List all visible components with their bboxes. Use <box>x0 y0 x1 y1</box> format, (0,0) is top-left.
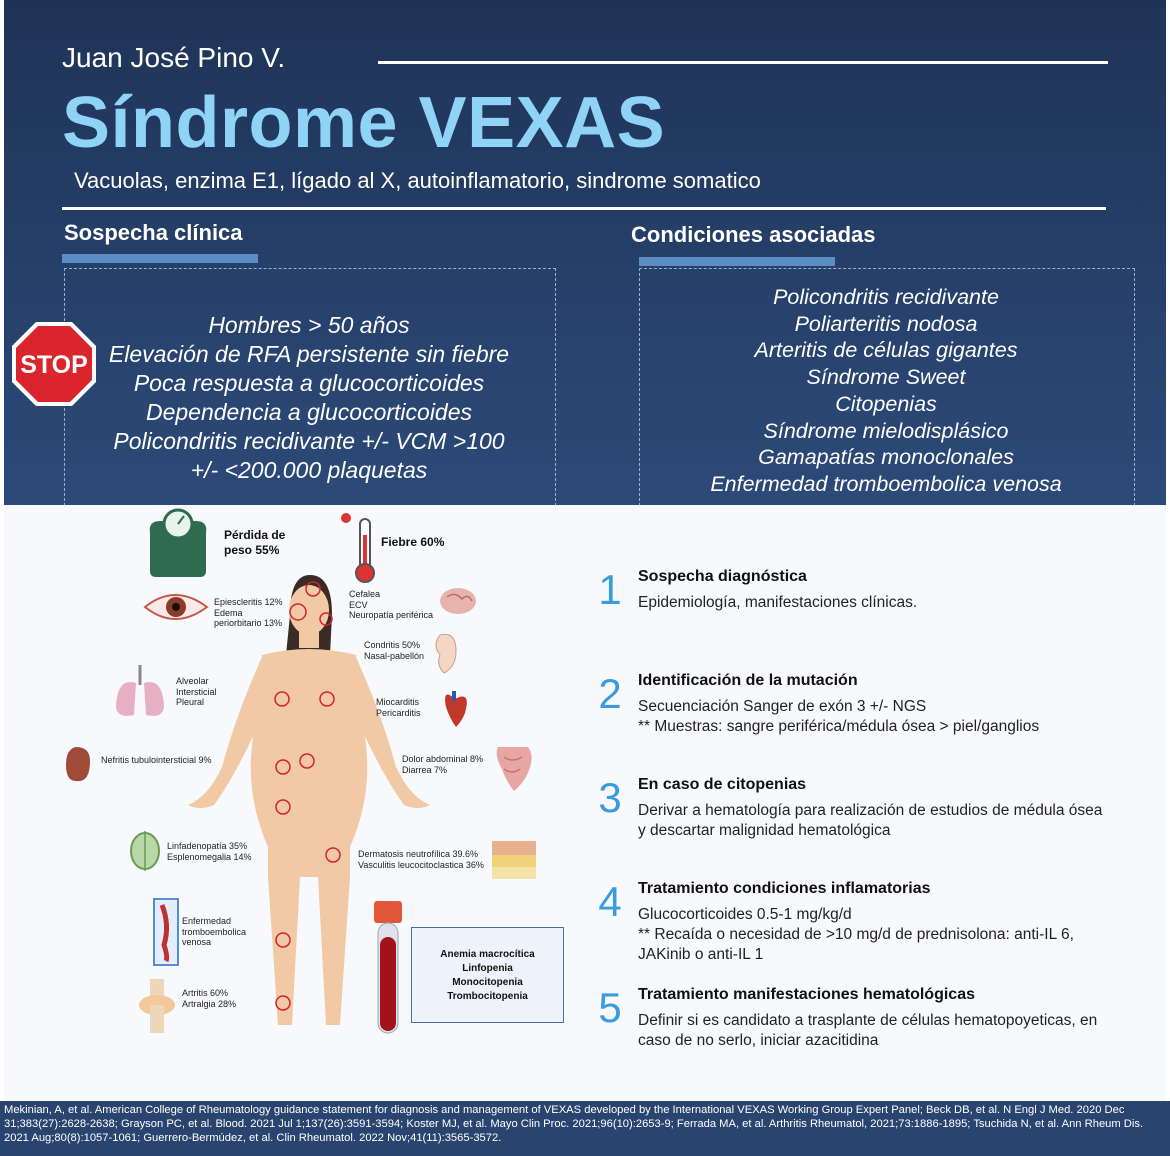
stop-label: STOP <box>20 351 88 379</box>
condicion-item: Gamapatías monoclonales <box>758 445 1014 470</box>
lymph-node-icon <box>131 831 159 871</box>
heart-icon <box>445 691 467 727</box>
sospecha-title: Sospecha clínica <box>64 220 243 245</box>
ear-icon <box>436 634 456 673</box>
scale-icon <box>150 510 207 577</box>
step-title: En caso de citopenias <box>638 776 807 793</box>
author-name: Juan José Pino V. <box>62 42 286 73</box>
thermometer-icon <box>341 513 374 582</box>
label-vein: Enfermedad tromboembolica venosa <box>182 916 247 947</box>
step-description: Secuenciación Sanger de exón 3 +/- NGS ** Muestras: sangre periférica/médula ósea > piel/ganglios <box>638 698 1040 735</box>
step-description: Derivar a hematología para realización de estudios de médula ósea y descartar malignidad hematológica <box>638 802 1103 839</box>
page-title: Síndrome VEXAS <box>62 83 666 163</box>
step-description: Epidemiología, manifestaciones clínicas. <box>638 594 918 611</box>
step-description: Glucocorticoides 0.5-1 mg/kg/d ** Recaída o necesidad de >10 mg/d de prednisolona: anti-IL 6, JAKinib o anti-IL 1 <box>638 906 1074 963</box>
references-footer: Mekinian, A, et al. American College of Rheumatology guidance statement for diagnosis and management of VEXAS developed by the International VEXAS Working Group Expert Panel; Beck DB, et al. N Engl J Med. 2020 Dec 31;383(27):2628-2638; Grayson PC, et al. Blood. 2021 Jul 1;137(26):3591-3594; Koster MJ, et al. Mayo Clin Proc. 2021;96(10):2653-9; Ferrada MA, et al. Arthritis Rheumatol, 2021;73:1886-1895; Tsuchida N, et al. Ann Rheum Dis. 2021 Aug;80(8):1057-1061; Guerrero-Bermúdez, et al. Clin Rheumatol. 2022 Nov;41(11):3565-3572. <box>0 1101 1170 1156</box>
condicion-item: Policondritis recidivante <box>773 285 999 309</box>
step-title: Identificación de la mutación <box>638 672 858 689</box>
step-title: Tratamiento condiciones inflamatorias <box>638 880 931 897</box>
skin-layers-icon <box>492 841 536 879</box>
divider-middle <box>62 207 1106 210</box>
condicion-item: Síndrome Sweet <box>806 365 966 390</box>
lab-findings-box: Anemia macrocítica Linfopenia Monocitopenia Trombocitopenia <box>411 927 564 1023</box>
step-description: Definir si es candidato a trasplante de células hematopoyeticas, en caso de no serlo, iniciar azacitidina <box>638 1012 1098 1049</box>
sospecha-item: Poca respuesta a glucocorticoides <box>133 370 485 396</box>
stop-sign-icon <box>10 320 98 408</box>
label-abdomen: Dolor abdominal 8% Diarrea 7% <box>402 754 484 775</box>
step-number: 3 <box>598 774 622 821</box>
step-title: Sospecha diagnóstica <box>638 568 807 585</box>
condicion-item: Enfermedad tromboembolica venosa <box>710 471 1062 496</box>
step-number: 5 <box>598 984 622 1031</box>
sospecha-title-bar <box>62 254 258 263</box>
eye-icon <box>145 595 207 619</box>
label-lung: Alveolar Intersticial Pleural <box>176 676 217 707</box>
sospecha-item: Policondritis recidivante +/- VCM >100 <box>113 428 505 454</box>
label-fever: Fiebre 60% <box>381 535 445 549</box>
lungs-icon <box>116 665 164 716</box>
label-eye: Epiescleritis 12% Edema periorbitario 13% <box>214 597 283 628</box>
step-number: 4 <box>598 878 622 925</box>
condicion-item: Síndrome mielodisplásico <box>763 418 1009 443</box>
label-kidney: Nefritis tubulointersticial 9% <box>101 755 212 765</box>
label-weight-loss: Pérdida de peso 55% <box>224 528 286 557</box>
sospecha-item: Elevación de RFA persistente sin fiebre <box>108 341 510 367</box>
sospecha-item: +/- <200.000 plaquetas <box>190 457 428 483</box>
label-heart: Miocarditis Pericarditis <box>376 697 421 718</box>
step-number: 2 <box>598 670 622 717</box>
divider-top <box>378 61 1108 64</box>
condicion-item: Citopenias <box>835 391 937 416</box>
step-number: 1 <box>598 566 622 613</box>
label-ear: Condritis 50% Nasal-pabellón <box>364 640 425 661</box>
label-skin: Dermatosis neutrofílica 39.6% Vasculitis leucocitoclastica 36% <box>358 849 484 870</box>
condiciones-list <box>639 284 1133 498</box>
blood-tube-icon <box>374 901 402 1033</box>
kidney-icon <box>66 747 90 781</box>
brain-icon <box>440 588 476 614</box>
knee-joint-icon <box>139 979 175 1033</box>
condicion-item: Arteritis de células gigantes <box>754 338 1018 363</box>
condiciones-title-bar <box>639 257 835 266</box>
sospecha-item: Hombres > 50 años <box>208 312 410 338</box>
page-subtitle: Vacuolas, enzima E1, lígado al X, autoinflamatorio, sindrome somatico <box>74 168 761 193</box>
label-lymph: Linfadenopatía 35% Esplenomegalia 14% <box>167 841 252 862</box>
condiciones-title: Condiciones asociadas <box>631 222 876 247</box>
label-neuro: Cefalea ECV Neuropatía periférica <box>349 589 434 620</box>
label-joint: Artritis 60% Artralgia 28% <box>182 988 237 1009</box>
step-title: Tratamiento manifestaciones hematológicas <box>638 986 975 1003</box>
sospecha-item: Dependencia a glucocorticoides <box>145 399 473 425</box>
condicion-item: Poliarteritis nodosa <box>794 311 978 336</box>
vein-icon <box>154 899 178 965</box>
intestine-icon <box>497 747 532 791</box>
sospecha-list <box>64 311 554 485</box>
